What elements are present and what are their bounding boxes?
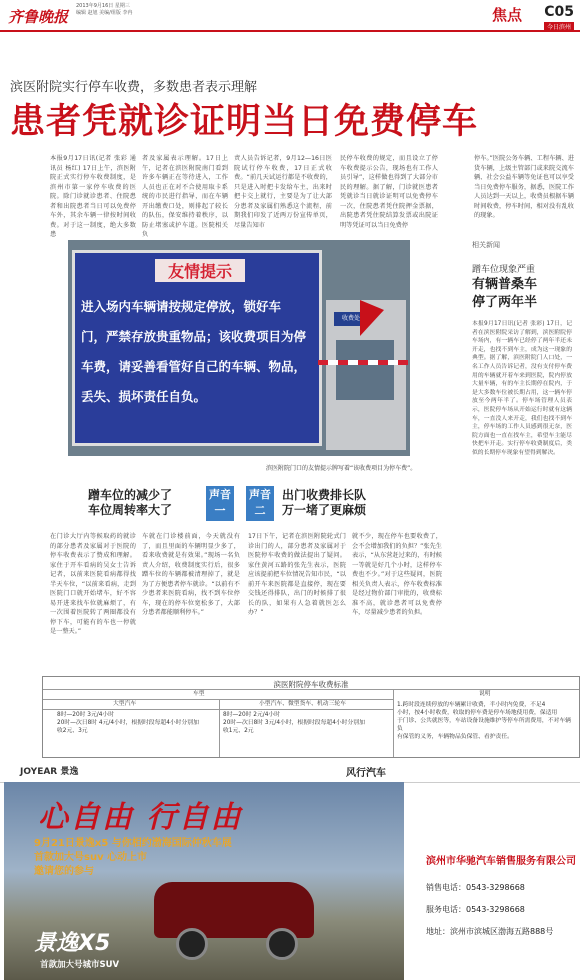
voice-badge-1: 声音一 — [206, 486, 234, 521]
fee-table — [42, 676, 580, 758]
service-phone: 服务电话：0543-3298668 — [426, 905, 525, 914]
car-model-tagline: 首款加大号城市SUV — [40, 960, 120, 970]
sidebar-title-line: 有辆普桑车 — [472, 277, 538, 292]
masthead-meta — [76, 3, 132, 17]
subhead-line: 蹭车位的减少了 — [88, 488, 173, 502]
header-note: 说明 — [479, 691, 491, 697]
promo-line: 邀请您的参与 — [34, 866, 94, 877]
sidebar-title-line: 停了两年半 — [472, 295, 538, 310]
small-vehicle-rates — [223, 711, 391, 735]
article-column-4: 民停车收费的规定，而且设立了停车收费提示公告，现场也有工作人员引导”，这样做也得到了大部分市民的理解。据了解，门诊就医患者凭就诊当日就诊证明可以免费停车一次，住院患者凭住院押金票据，出院患者凭住院结算发票或出院证明等凭证可以当日免费停 — [340, 155, 438, 229]
joyear-logo: JOYEAR 景逸 — [20, 767, 79, 777]
ad-visual — [4, 782, 404, 980]
sidebar-subtitle: 蹭车位现象严重 — [472, 265, 536, 275]
article-column-2: 者及家属表示理解。17日上午，记者在滨医附院南门看到许多车辆正在等待进入，工作人员也正在对不合使用取卡系统的市民进行指导，而在车辆开出缴费口处，则排起了较长的队伍，保安维持着秩序，以防止堵塞或护车道。医院相关负 — [142, 155, 228, 238]
sidebar-body: 本报9月17日讯(记者 张彩) 17日，记者在滨医附院采访了解到，滨医附院停车场内，有一辆车已经停了两年半还未开走，也找不到车主，成为这一现象的典型。据了解，滨医附院门人口处，一名工作人员告诉记者，没有支付停车费用的车辆就开着车来到医院，院内停放大量车辆，有的车主长期停在院内，于是大多数车位被长期占用，这一辆车停放至今两年半了。停车场管理人员表示，医院停车场从开始运行时就有这辆车，一直没人来开走，我们也找不到车主，停车场的工作人员感到很无奈，医院方面也一直在找车主，希望车主能尽快把车开走。实行停车收费制度后，类似的长期停车现象有望得到解决。 — [472, 321, 572, 456]
lower-column-4: 就不少，现在停车也要收费了，会不会增加我们的负担？”张先生表示，“从东营赶过来的，有时候一等就是好几个小时，这样停车费也不少。”对于这些疑问，医院相关负责人表示，停车收费标准是经过物价部门审批的，收费标准不高，就诊患者可以免费停车，尽量减少患者的负担。 — [352, 533, 442, 616]
rate-line: 8时—20时 2元/4小时 — [223, 712, 281, 718]
voice-badge-2: 声音二 — [246, 486, 274, 521]
note-line: 于门诊、公共就医等，车站设备设施维护等停车所需费用，不对车辆负 — [397, 718, 571, 732]
sidebar-header: 相关新闻 — [472, 241, 500, 249]
sign-title: 友情提示 — [155, 259, 245, 282]
sales-phone: 销售电话：0543-3298668 — [426, 883, 525, 892]
fee-table-title: 滨医附院停车收费标准 — [273, 680, 349, 689]
promo-line: 首款加大号suv 心动上市 — [34, 852, 148, 863]
subhead-line: 车位周转率大了 — [88, 503, 173, 517]
rate-line: 收1元、2元 — [223, 728, 254, 734]
sidebar-title — [472, 276, 537, 312]
ad-brand-bar — [0, 760, 580, 783]
car-advertisement — [0, 760, 580, 980]
newspaper-name: 齐鲁晚报 — [8, 8, 69, 26]
sign-line: 丢失、损坏责任自负。 — [81, 389, 207, 404]
col-small-vehicle: 小型汽车、微型货车、机动三轮车 — [259, 701, 346, 707]
subhead-line: 出门收费排长队 — [282, 488, 367, 502]
sign-line: 进入场内车辆请按规定停放，锁好车 — [81, 299, 282, 314]
red-flag — [360, 300, 384, 336]
ad-slogan: 心自由 行自由 — [38, 800, 243, 835]
rate-line: 20时—次日8时 3元/4小时，根据时段每超4小时分别加 — [223, 720, 365, 726]
article-subtitle: 滨医附院实行停车收费，多数患者表示理解 — [10, 80, 258, 95]
car-model-name: 景逸X5 — [34, 931, 111, 956]
car-wheel — [266, 928, 298, 960]
big-vehicle-rates — [57, 711, 217, 735]
section-tag: 今日滨州 — [544, 22, 574, 31]
fee-notes — [397, 701, 575, 741]
booth-sign: 收费处 — [334, 312, 368, 326]
promo-line: 9月21日景逸x5 与你相约渤海国际仲秋车展 — [34, 838, 232, 849]
sign-line: 门，严禁存放贵重物品；该收费项目为停 — [81, 329, 307, 344]
lower-column-1: 在门诊大厅内等候取药的就诊的部分患者及家属对于医院的停车收费表示了赞成和理解。家住于开车看病的吴女士告诉记者，以前来医院看病都得找半天车位，“以前来看病，走到医院门口就开始堵车，好不容易开进来找车位就麻烦了，有一次围着医院转了两圈都没有停下车，可能有的车也一停就是一整天。” — [50, 533, 136, 635]
rate-line: 收2元、3元 — [57, 728, 88, 734]
sign-line: 车费，请妥善看管好自己的车辆、物品， — [81, 359, 307, 374]
editor-line: 编辑 赵旭 美编/组版 李冉 — [76, 10, 133, 16]
section-name: 焦点 — [491, 6, 522, 24]
header-vehicle-type: 车型 — [193, 691, 205, 697]
lower-column-3: 17日下午，记者在滨医附院轮式门诊出门的人，部分患者及家属对于医院停车收费的做法提出了疑问。家住黄河五路的张先生表示，医院应该提前把车位情况告知市民，“以前开车来医院都是直接停，现在要交钱还得排队，出门的时候排了很长的队，如果有人急着就医怎么办？” — [248, 533, 346, 616]
article-column-1: 本报9月17日讯(记者 张彩 通讯员 杨红) 17日上午，滨医附院正式实行停车收费制度，是滨州市第一家停车收费的医院。除门诊就诊患者、住院患者和出院患者当日可以免费停车外，其余车辆一律按时间收费。对于这一制度，绝大多数患 — [50, 155, 136, 238]
photo-caption: 滨医附院门口的友情提示牌写着“该收费项目为停车费”。 — [266, 465, 417, 472]
date-line: 2013年9月16日 星期三 — [76, 3, 130, 9]
subhead-line: 万一堵了更麻烦 — [282, 503, 367, 517]
fengxing-logo: 风行汽车 — [346, 768, 386, 779]
car-wheel — [176, 928, 208, 960]
parking-barrier — [318, 360, 408, 365]
booth-window — [336, 340, 394, 400]
col-big-vehicle: 大型汽车 — [113, 701, 137, 707]
note-line: 1.跨时段连续停放的车辆累计收费，半小时内免费，不足4 — [397, 702, 546, 708]
subhead-right — [282, 488, 366, 518]
notice-sign — [72, 250, 322, 446]
subhead-left — [88, 488, 172, 518]
dealer-name: 滨州市华驰汽车销售服务有限公司 — [426, 856, 576, 867]
page-number: C05 — [544, 4, 574, 20]
note-line: 小时，按4小时收费，收取的停车费是停车场地使用费，保适用 — [397, 710, 558, 716]
lower-column-2: 车就在门诊楼前面，今天就没有了，而且里面的车辆明显少多了，看来收费就是有效果。”现场一名负责人介绍，收费制度实行后，很多蹭车位的车辆都被清理掉了，就是为了方便患者停车就诊。“以前有不少患者来医院看病，找不到车位停车，现在的停车位宽松多了，大部分患者都能顺利停车。” — [142, 533, 240, 616]
article-headline: 患者凭就诊证明当日免费停车 — [10, 102, 479, 142]
dealer-address: 地址：滨州市滨城区渤海五路888号 — [426, 927, 554, 936]
note-line: 有保管的义务，车辆物品负保管、看护责任。 — [397, 734, 513, 740]
article-column-3: 责人员告诉记者，9月12—16日医院试行停车收费，17日正式收费。“前几天试运行都是不收费的，只是进入时把卡发给车主，出来时把卡交上就行，主要是为了让大部分患者及家属们熟悉这个流程，前期我们印发了近两万份宣传单页，尽量告知市 — [234, 155, 332, 229]
news-photo — [68, 240, 410, 456]
rate-line: 20时—次日8时 4元/4小时，根据时段每超4小时分别加 — [57, 720, 199, 726]
article-column-5: 停车。”医院公务车辆、工程车辆、进货车辆，上级主管部门或来院交流车辆、社会公益车辆等免证也可以享受当日免费停车服务，据悉，医院工作人员达到一天以上，收费员根据车辆时间收费，停车时间，相对没有乱收的现象。 — [474, 155, 574, 219]
rate-line: 8时—20时 3元/4小时 — [57, 712, 115, 718]
masthead — [0, 0, 580, 32]
